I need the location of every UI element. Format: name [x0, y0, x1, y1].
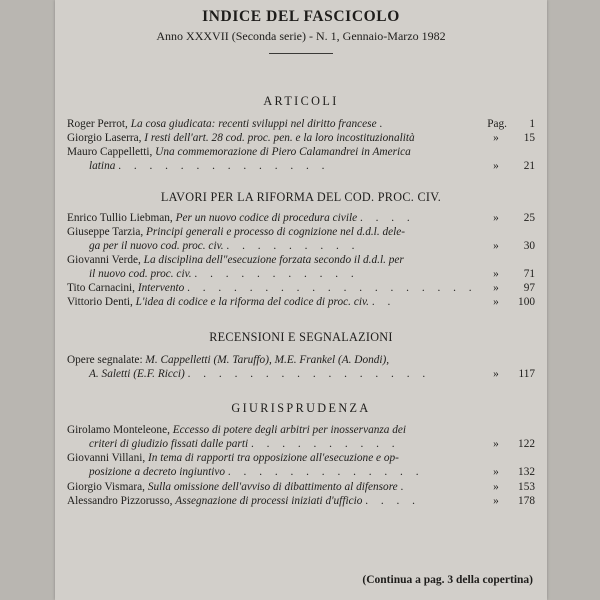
toc-entry [67, 424, 535, 452]
page-marker: » [493, 367, 499, 380]
entry-author: Giovanni Villani, [67, 452, 146, 464]
toc-entry [67, 212, 535, 226]
page-number: 132 [518, 465, 535, 478]
entry-author: Giovanni Verde, [67, 254, 141, 266]
page-title: INDICE DEL FASCICOLO [202, 8, 400, 25]
header [55, 8, 547, 54]
entry-title: Eccesso di potere degli arbitri per inosservanza dei [172, 424, 407, 436]
entry-title: Sulla omissione dell'avviso di dibattimento al difensore [147, 481, 398, 493]
entry-title: Intervento [137, 282, 185, 294]
page-number: 15 [523, 132, 535, 144]
page-sheet [55, 0, 547, 600]
entry-leader: . . . . . . . . . . . [194, 267, 359, 280]
entry-author: Giorgio Laserra, [67, 132, 142, 144]
page-marker: » [493, 267, 499, 280]
title-rule [269, 53, 333, 54]
page-marker: » [493, 437, 499, 450]
toc-entry [67, 226, 535, 254]
section-heading-lavori: LAVORI PER LA RIFORMA DEL COD. PROC. CIV. [160, 190, 442, 204]
page-number: 30 [523, 239, 535, 252]
page-number: 122 [518, 437, 535, 450]
entry-title-continued: posizione a decreto ingiuntivo [89, 465, 226, 478]
entry-label: Opere segnalate: [67, 354, 143, 366]
page-marker: » [493, 132, 499, 144]
entry-title: Per un nuovo codice di procedura civile [175, 212, 358, 224]
entry-leader: . . . . [359, 212, 415, 224]
entry-leader: . [379, 118, 388, 130]
toc-entry [67, 254, 535, 282]
entry-title: I resti dell'art. 28 cod. proc. pen. e la loro incostituzionalità [144, 132, 415, 144]
issue-subtitle: Anno XXXVII (Seconda serie) - N. 1, Gennaio-Marzo 1982 [156, 29, 446, 43]
entry-author: Mauro Cappelletti, [67, 146, 153, 158]
entry-author: Enrico Tullio Liebman, [67, 212, 173, 224]
entry-leader: . . . . . . . . . . . . . . [118, 159, 330, 172]
entry-author: Giorgio Vismara, [67, 481, 145, 493]
page-number: 153 [518, 481, 535, 493]
entry-title: M. Cappelletti (M. Taruffo), M.E. Frankel (A. Dondi), [145, 354, 390, 366]
entry-author: Girolamo Monteleone, [67, 424, 170, 436]
entry-title: La disciplina dell"esecuzione forzata secondo il d.d.l. per [143, 254, 404, 266]
entry-title: La cosa giudicata: recenti sviluppi nel diritto francese [130, 118, 377, 130]
page-marker: » [493, 465, 499, 478]
page-number: 1 [529, 118, 535, 130]
page-marker: » [493, 296, 499, 308]
entry-title: L'idea di codice e la riforma del codice di proc. civ. [135, 296, 369, 308]
entry-leader: . . [371, 296, 396, 308]
page-marker: » [493, 239, 499, 252]
toc-entry [67, 282, 535, 296]
toc-entry [67, 495, 535, 509]
section-heading-recensioni: RECENSIONI E SEGNALAZIONI [209, 330, 393, 344]
entry-title: Principi generali e processo di cognizione nel d.d.l. dele- [146, 226, 406, 238]
page-marker: » [493, 282, 499, 294]
page-number: 100 [518, 296, 535, 308]
page-number: 97 [523, 282, 535, 294]
section-heading-articoli: ARTICOLI [263, 94, 339, 108]
toc-entry [67, 452, 535, 480]
entry-author: Tito Carnacini, [67, 282, 135, 294]
page-marker: Pag. [487, 118, 507, 130]
entry-leader: . . . . . . . . . [226, 239, 360, 252]
continuation-note: (Continua a pag. 3 della copertina) [362, 574, 533, 586]
page-number: 71 [523, 267, 535, 280]
entry-leader: . . . . . . . . . . [250, 437, 400, 450]
entry-author: Vittorio Denti, [67, 296, 133, 308]
entry-leader: . . . . [365, 495, 421, 507]
page-marker: » [493, 495, 499, 507]
entry-title-continued: criteri di giudizio fissati dalle parti [89, 437, 249, 450]
entry-title: Assegnazione di processi iniziati d'ufficio [175, 495, 363, 507]
toc-entry [67, 132, 535, 146]
page-number: 25 [523, 212, 535, 224]
entry-title-continued: il nuovo cod. proc. civ. [89, 267, 192, 280]
entry-title: Una commemorazione di Piero Calamandrei in America [155, 146, 411, 158]
entry-title-continued: A. Saletti (E.F. Ricci) [89, 367, 185, 380]
toc-entry [67, 296, 535, 310]
entry-title-continued: latina [89, 159, 116, 172]
page-number: 178 [518, 495, 535, 507]
page-number: 21 [523, 159, 535, 172]
entry-author: Giuseppe Tarzia, [67, 226, 144, 238]
entry-leader: . . . . . . . . . . . . . [227, 465, 424, 478]
page-number: 117 [518, 367, 535, 380]
entry-leader: . [400, 481, 409, 493]
toc-entry [67, 481, 535, 495]
entry-author: Alessandro Pizzorusso, [67, 495, 173, 507]
section-heading-giurisprudenza: GIURISPRUDENZA [231, 401, 371, 415]
toc-entry [67, 118, 535, 132]
entry-author: Roger Perrot, [67, 118, 128, 130]
toc-entry [67, 146, 535, 174]
toc-entry [67, 354, 535, 382]
page-marker: » [493, 481, 499, 493]
page-marker: » [493, 159, 499, 172]
entry-leader: . . . . . . . . . . . . . . . . . . . [187, 282, 477, 294]
entry-title: In tema di rapporti tra opposizione all'esecuzione e op- [148, 452, 399, 464]
entry-leader: . . . . . . . . . . . . . . . . [187, 367, 431, 380]
entry-title-continued: ga per il nuovo cod. proc. civ. [89, 239, 224, 252]
page-marker: » [493, 212, 499, 224]
